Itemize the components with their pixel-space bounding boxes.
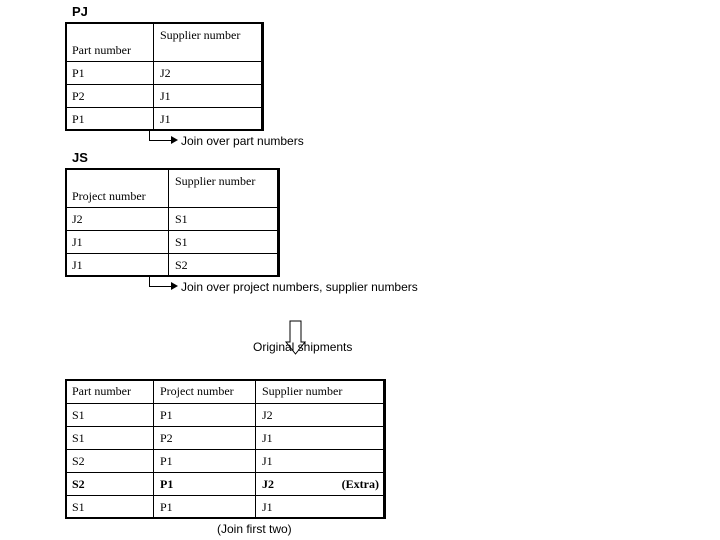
table-cell: P1 — [66, 62, 154, 85]
table-cell: S2 — [169, 254, 280, 277]
table-cell: J2 — [256, 404, 386, 427]
table-cell: J1 — [66, 231, 169, 254]
js-label: JS — [72, 150, 88, 165]
result-header-part: Part number — [66, 380, 154, 404]
table-cell: J1 — [256, 427, 386, 450]
table-cell: S1 — [66, 427, 154, 450]
pj-header-part: Part number — [66, 23, 154, 62]
table-cell-extra: J2 (Extra) — [256, 473, 386, 496]
pj-join-arrowhead — [171, 136, 178, 144]
table-cell: P2 — [66, 85, 154, 108]
table-cell-extra: S2 — [66, 473, 154, 496]
table-cell: J2 — [66, 208, 169, 231]
result-header-supplier: Supplier number — [256, 380, 386, 404]
extra-label: (Extra) — [341, 476, 379, 491]
result-header-project: Project number — [154, 380, 256, 404]
js-join-note: Join over project numbers, supplier numbers — [181, 280, 418, 294]
js-table — [65, 168, 280, 277]
table-cell: J2 — [154, 62, 264, 85]
table-cell: J1 — [256, 496, 386, 519]
pj-table — [65, 22, 264, 131]
table-cell: P1 — [154, 404, 256, 427]
pj-join-note: Join over part numbers — [181, 134, 304, 148]
js-join-arrowhead — [171, 282, 178, 290]
table-cell: S1 — [66, 404, 154, 427]
table-cell: S1 — [169, 208, 280, 231]
result-caption: Original shipments — [253, 340, 353, 354]
table-cell: P1 — [154, 496, 256, 519]
result-table — [65, 379, 386, 519]
table-cell: J1 — [154, 85, 264, 108]
table-cell: J1 — [154, 108, 264, 131]
table-cell: P1 — [154, 450, 256, 473]
table-cell: P1 — [66, 108, 154, 131]
js-header-supplier: Supplier number — [169, 169, 280, 208]
table-cell: P2 — [154, 427, 256, 450]
js-header-project: Project number — [66, 169, 169, 208]
result-footer-note: (Join first two) — [217, 522, 292, 536]
pj-header-supplier: Supplier number — [154, 23, 264, 62]
table-cell: S1 — [169, 231, 280, 254]
table-cell: S1 — [66, 496, 154, 519]
pj-label: PJ — [72, 4, 88, 19]
pj-join-arrow — [149, 131, 172, 141]
table-cell: S2 — [66, 450, 154, 473]
table-cell: J1 — [66, 254, 169, 277]
table-cell-extra: P1 — [154, 473, 256, 496]
table-cell: J1 — [256, 450, 386, 473]
js-join-arrow — [149, 277, 172, 287]
